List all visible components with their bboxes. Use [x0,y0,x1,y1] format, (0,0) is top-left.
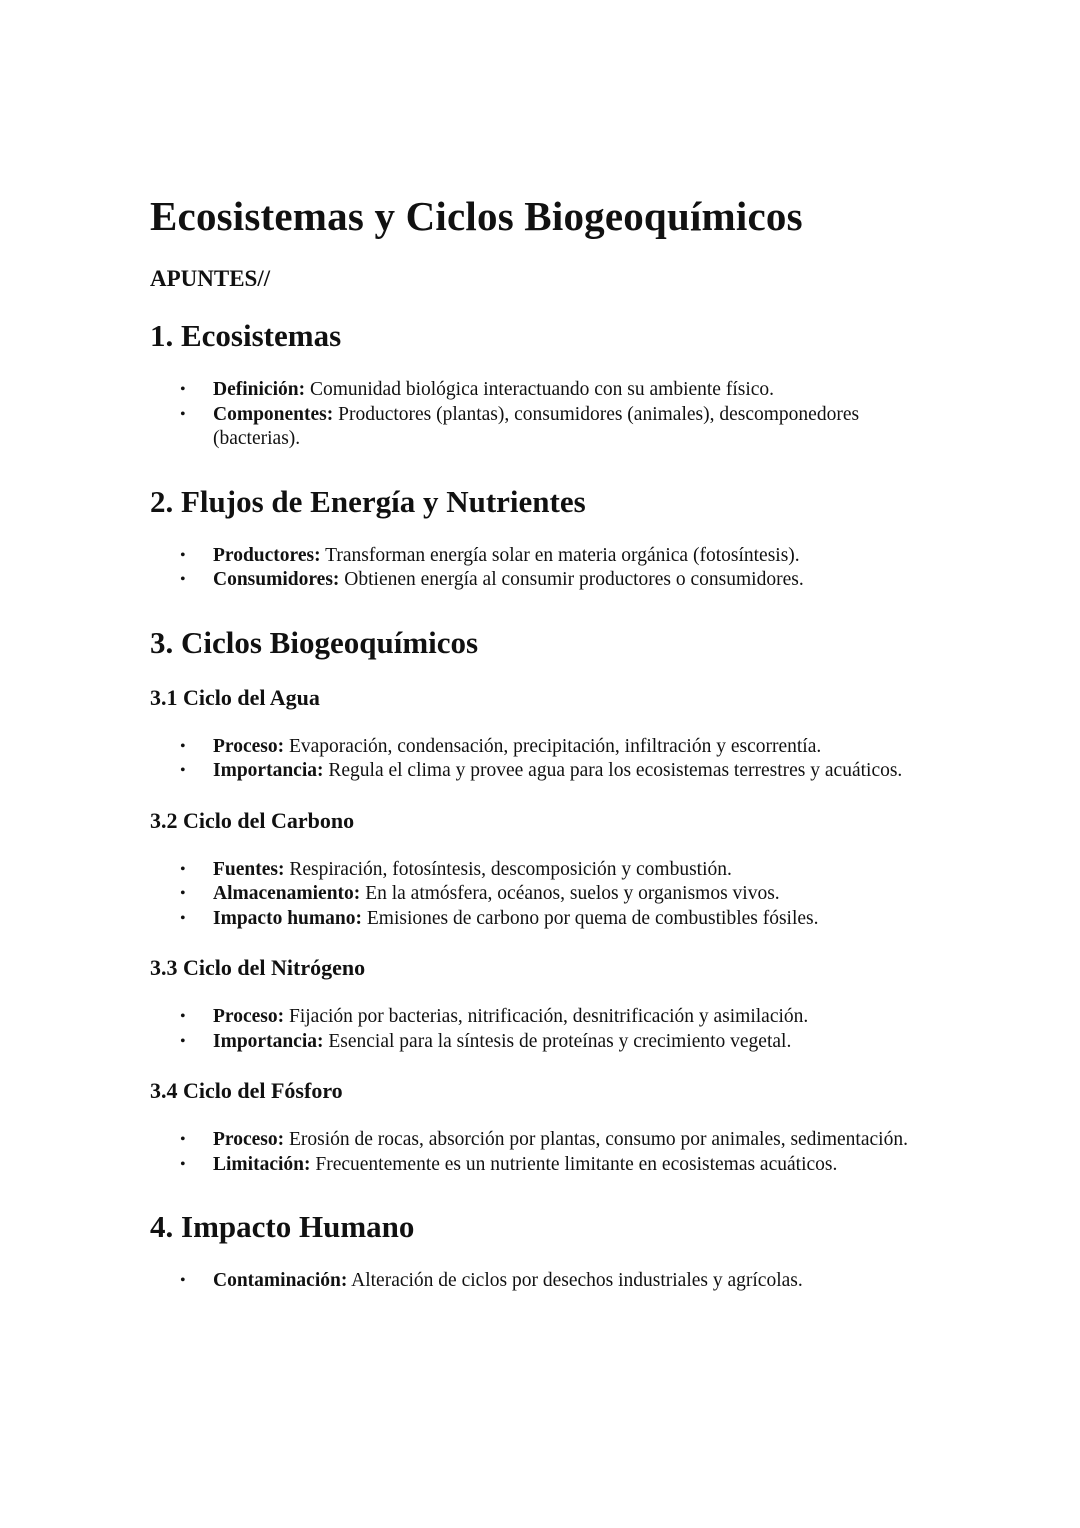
item-text: Respiración, fotosíntesis, descomposición y combustión. [284,858,732,880]
list-item [150,1269,930,1294]
bullet-icon: • [180,546,186,564]
bullet-icon: • [180,860,186,878]
bullet-icon: • [180,1272,186,1289]
list-item [150,858,930,883]
item-term: Proceso: [213,735,285,757]
list-item [150,378,930,403]
subsection-carbono [150,806,930,932]
item-text: Emisiones de carbono por quema de combustibles fósiles. [361,907,819,929]
bullet-icon: • [180,1155,186,1173]
list-item [150,1128,930,1153]
bullet-icon: • [180,762,186,779]
document-page [150,190,930,1294]
section-impacto-humano [150,1207,930,1294]
item-text: Comunidad biológica interactuando con su ambiente físico. [305,379,775,400]
item-term: Componentes: [213,403,334,425]
item-text: En la atmósfera, océanos, suelos y organismos vivos. [360,883,780,904]
bullet-icon: • [180,1032,186,1050]
item-term: Impacto humano: [213,907,362,929]
bullet-icon: • [180,1008,186,1025]
item-term: Definición: [213,379,306,400]
section-heading: 3. Ciclos Biogeoquímicos [150,624,479,660]
subsection-heading: 3.1 Ciclo del Agua [150,684,320,710]
item-term: Proceso: [213,1006,285,1027]
subsection-fosforo [150,1076,930,1177]
item-term: Fuentes: [213,858,285,880]
item-term: Importancia: [213,1030,324,1052]
section-flujos [150,482,930,593]
subsection-heading: 3.4 Ciclo del Fósforo [150,1078,343,1103]
item-text: Erosión de rocas, absorción por plantas, consumo por animales, sedimentación. [284,1129,908,1150]
subsection-heading: 3.2 Ciclo del Carbono [150,807,355,833]
bullet-list [150,858,930,932]
bullet-list [150,544,930,593]
subsection-heading: 3.3 Ciclo del Nitrógeno [150,955,366,980]
bullet-icon: • [180,405,186,423]
section-ciclos [150,623,930,1178]
item-text: Alteración de ciclos por desechos industriales y agrícolas. [347,1270,803,1291]
bullet-list [150,735,930,784]
section-ecosistemas [150,316,930,452]
item-text: Esencial para la síntesis de proteínas y crecimiento vegetal. [323,1030,792,1052]
bullet-icon: • [180,571,186,588]
item-term: Consumidores: [213,569,340,590]
list-item [150,403,930,452]
list-item [150,568,930,593]
list-item [150,544,930,569]
section-heading: 1. Ecosistemas [150,318,342,353]
item-text: Evaporación, condensación, precipitación, infiltración y escorrentía. [284,735,822,757]
document-subtitle: APUNTES// [150,266,271,291]
section-heading: 2. Flujos de Energía y Nutrientes [150,483,586,519]
item-text: Productores (plantas), consumidores (animales), descomponedores (bacterias). [213,403,860,449]
list-item [150,907,930,932]
item-text: Regula el clima y provee agua para los ecosistemas terrestres y acuáticos. [323,760,903,781]
bullet-icon: • [180,737,186,755]
subsection-nitrogeno [150,953,930,1054]
list-item [150,882,930,907]
item-text: Frecuentemente es un nutriente limitante en ecosistemas acuáticos. [310,1153,838,1175]
list-item [150,1030,930,1055]
item-term: Almacenamiento: [213,883,361,904]
bullet-icon: • [180,909,186,927]
section-heading: 4. Impacto Humano [150,1209,415,1244]
item-term: Proceso: [213,1129,285,1150]
item-text: Fijación por bacterias, nitrificación, desnitrificación y asimilación. [284,1006,809,1027]
item-text: Obtienen energía al consumir productores o consumidores. [339,569,804,590]
bullet-icon: • [180,381,186,398]
bullet-list [150,1128,930,1177]
list-item [150,1005,930,1030]
bullet-list [150,1005,930,1054]
bullet-list [150,378,930,452]
subsection-agua [150,683,930,784]
document-title: Ecosistemas y Ciclos Biogeoquímicos [150,193,803,239]
list-item [150,735,930,760]
list-item [150,1153,930,1178]
list-item [150,759,930,784]
item-text: Transforman energía solar en materia orgánica (fotosíntesis). [320,544,800,566]
bullet-icon: • [180,885,186,902]
item-term: Contaminación: [213,1270,348,1291]
bullet-icon: • [180,1131,186,1148]
bullet-list [150,1269,930,1294]
item-term: Importancia: [213,760,324,781]
item-term: Limitación: [213,1153,311,1175]
item-term: Productores: [213,544,321,566]
